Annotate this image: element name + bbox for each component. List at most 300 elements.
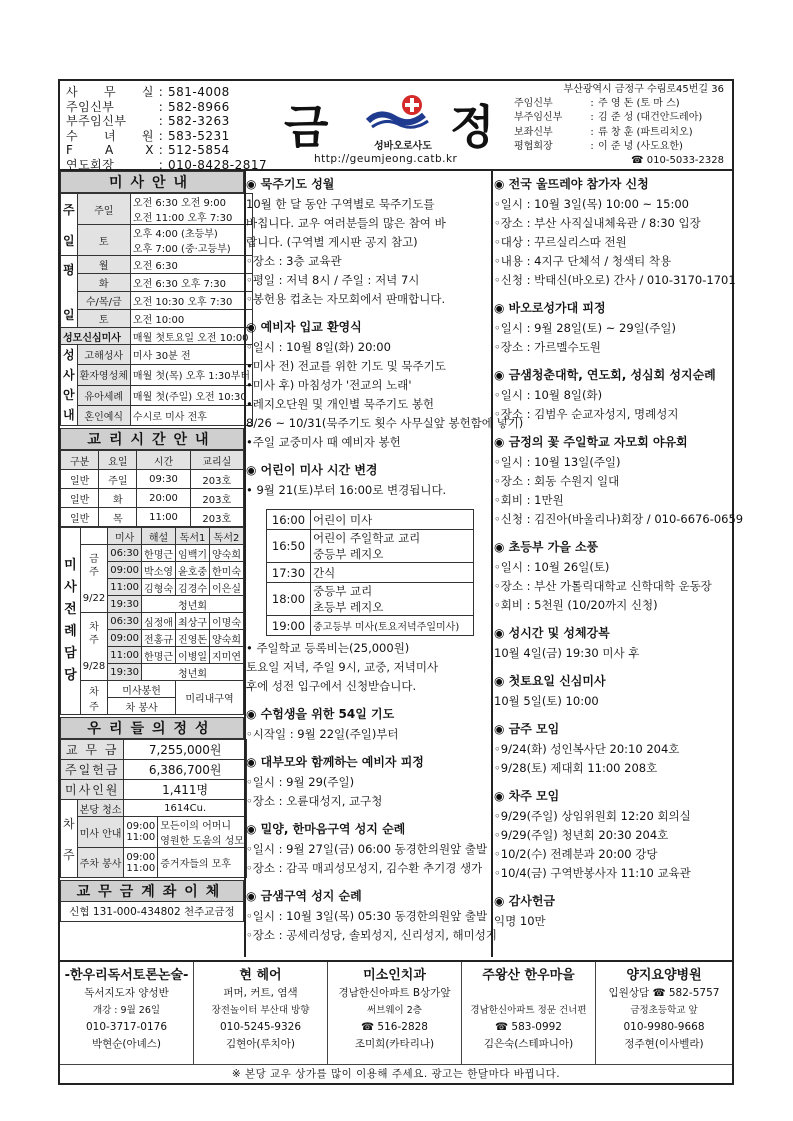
contact-value: 010-8428-2817 — [168, 157, 268, 172]
bulletin-header — [60, 81, 732, 171]
notice-line: ◦9/24(화) 성인복사단 20:10 204호 — [494, 742, 680, 756]
ministry-side: 미 사 전 례 담 당 — [61, 528, 81, 715]
notice-heading: ◉ 전국 울뜨레야 참가자 신청 — [494, 177, 649, 191]
notice-line: 후에 성전 입구에서 신청받습니다. — [246, 679, 417, 693]
title-left: 금 — [284, 100, 329, 154]
ad-line: 경남한신아파트 정문 건너편 — [470, 1005, 587, 1016]
ministry-cell: 한미숙 — [210, 562, 244, 579]
notice-item — [494, 624, 734, 663]
notice-line: •미사 전) 전교를 위한 기도 및 묵주기도 — [246, 359, 446, 373]
ministry-cell: 최상구 — [176, 613, 210, 630]
catechism-cell: 목 — [99, 508, 137, 527]
notice-item — [246, 820, 490, 878]
offering-row — [61, 817, 247, 848]
catechism-cell: 09:30 — [137, 470, 190, 489]
mass-day: 월 — [77, 256, 130, 274]
kids-row — [267, 510, 474, 530]
right-column — [494, 175, 744, 940]
ad-name: 주왕산 한우마을 — [482, 968, 575, 983]
catechism-cell: 203호 — [190, 470, 243, 489]
notice-item — [246, 887, 497, 945]
ministry-cell: 미사봉헌 — [108, 681, 176, 698]
notice-item — [246, 639, 490, 696]
notice-line: ◦일시 : 10월 8일(화) 20:00 — [246, 340, 391, 354]
kids-mass-table — [266, 509, 474, 636]
notice-line: • 주일학교 등록비는(25,000원) — [246, 641, 410, 655]
ministry-cell: 심정애 — [142, 613, 176, 630]
ad-line: 장전놀이터 부산대 방향 — [211, 1005, 310, 1016]
notice-item — [494, 366, 734, 424]
sacrament-row — [61, 405, 253, 425]
offering-row — [61, 760, 247, 780]
ministry-cell: 윤호중 — [176, 562, 210, 579]
ad-name: -한우리독서토론논술- — [64, 968, 189, 983]
notice-heading: ◉ 초등부 가을 소풍 — [494, 540, 599, 554]
catechism-cell: 20:00 — [137, 489, 190, 508]
ad-contact: 김현아(루치아) — [225, 1038, 296, 1050]
ministry-cell: 이명숙 — [210, 613, 244, 630]
ministry-corner — [80, 528, 107, 545]
parish-name: 성바오로사도 — [374, 141, 432, 152]
notice-line: ◦일시 : 10월 3일(목) 10:00 ~ 15:00 — [494, 197, 689, 211]
ad-phone: 010-5245-9326 — [219, 1021, 302, 1033]
contact-label: 사 무 실 — [66, 85, 154, 99]
offering-row — [61, 848, 247, 878]
mass-day: 토 — [77, 225, 130, 256]
notice-heading: ◉ 어린이 미사 시간 변경 — [246, 463, 378, 477]
notice-line: 10월 5일(토) 10:00 — [494, 694, 599, 708]
ad-subtitle: 입원상담 ☎ 582-5757 — [608, 987, 720, 999]
ad-name: 양지요양병원 — [626, 968, 702, 983]
catechism-row — [61, 508, 244, 527]
ad-box — [462, 962, 596, 1064]
mass-group: 주 일 — [61, 194, 78, 256]
offering-row — [61, 800, 247, 817]
kids-row — [267, 530, 474, 563]
notice-line: ◦장소 : 3층 교육관 — [246, 254, 342, 268]
notice-line: ◦10/2(수) 전례분과 20:00 강당 — [494, 847, 658, 861]
offering-value: 7,255,000원 — [124, 740, 246, 760]
account-text: 신협 131-000-434802 천주교금정 — [60, 902, 244, 922]
notice-item — [246, 753, 490, 811]
catechism-cell: 화 — [99, 489, 137, 508]
catechism-head — [61, 451, 244, 470]
notice-line: ◦신청 : 박태신(바오로) 간사 / 010-3170-1701 — [494, 273, 736, 287]
notice-line: ◦평일 : 저녁 8시 / 주일 : 저녁 7시 — [246, 273, 420, 287]
contact-label: 연도회장 — [66, 157, 115, 172]
ad-line: 써브웨이 2층 — [367, 1005, 422, 1016]
masthead — [278, 87, 518, 171]
notice-line: ◦일시 : 9월 27일(금) 06:00 동경한의원앞 출발 — [246, 842, 488, 856]
notice-heading: ◉ 차주 모임 — [494, 789, 560, 803]
kids-time: 16:50 — [267, 530, 311, 563]
ministry-cell: 박소영 — [142, 562, 176, 579]
mass-row — [61, 310, 253, 328]
catechism-cell: 주일 — [99, 470, 137, 489]
sacrament-name: 혼인예식 — [77, 405, 130, 425]
ministry-cell: 차 봉사 — [108, 698, 176, 715]
ministry-cell: 11:00 — [108, 579, 142, 596]
parking-label: 주차 봉사 — [77, 848, 124, 878]
notice-line: ◦일시 : 10월 8일(화) — [494, 388, 603, 402]
mass-time: 오전 6:30 오후 7:30 — [130, 274, 252, 292]
sacrament-time: 미사 30분 전 — [130, 345, 252, 365]
notice-line: 10월 한 달 동안 구역별로 묵주기도를 — [246, 197, 435, 211]
mass-title: 미사안내 — [60, 171, 244, 193]
ministry-header: 독서2 — [210, 528, 244, 545]
ministry-cell: 이은실 — [210, 579, 244, 596]
ministry-row — [61, 545, 244, 562]
clergy-role: 부주임신부 — [514, 112, 563, 124]
clergy-name: 류 창 훈 (파트리치오) — [598, 126, 693, 138]
mass-row — [61, 256, 253, 274]
notice-heading: ◉ 수험생을 위한 54일 기도 — [246, 707, 395, 721]
ads-notice: ※ 본당 교우 상가를 많이 이용해 주세요. 광고는 한달마다 바뀝니다. — [60, 1064, 732, 1083]
account-title: 교무금계좌이체 — [60, 880, 244, 902]
sacrament-name: 유아세례 — [77, 385, 130, 405]
mass-time: 오전 10:30 오후 7:30 — [130, 292, 252, 310]
sacrament-name: 고해성사 — [77, 345, 130, 365]
intent-label: 미사 안내 — [77, 817, 124, 848]
ministry-table — [60, 527, 244, 715]
notice-item — [494, 892, 734, 931]
council-phone: ☎ 010-5033-2328 — [631, 155, 724, 167]
offering-table — [60, 739, 247, 878]
ads-strip — [60, 960, 732, 1064]
notice-line: ◦일시 : 10월 26일(토) — [494, 560, 610, 574]
sacrament-time: 매월 첫(주일) 오전 10:30 — [130, 385, 252, 405]
notice-line: ◦장소 : 공세리성당, 솔뫼성지, 신리성지, 해미성지 — [246, 928, 497, 942]
sacrament-row — [61, 365, 253, 385]
clergy-row: 평협회장 : 이 준 녕 (사도요한) — [514, 140, 724, 154]
catechism-cell: 203호 — [190, 489, 243, 508]
clergy-row: 주임신부 : 주 영 돈 (토 마 스) — [514, 97, 724, 111]
contact-label: 주임신부 — [66, 99, 115, 114]
offering-row — [61, 780, 247, 800]
notice-line: ◦일시 : 9월 29(주일) — [246, 775, 355, 789]
ministry-cell: 19:30 — [108, 596, 142, 613]
parish-logo-icon — [366, 93, 434, 133]
notice-line: ◦장소 : 오륜대성지, 교구청 — [246, 794, 383, 808]
ad-phone: ☎ 583-0992 — [495, 1021, 562, 1033]
contact-row: 주임신부 : 582-8966 — [66, 99, 230, 114]
ad-line: 금정초등학교 앞 — [630, 1005, 698, 1016]
clergy-role: 평협회장 — [514, 140, 553, 152]
mass-time: 오전 6:30 오전 9:00 오전 11:00 오후 7:30 — [130, 194, 252, 225]
notice-line: ◦장소 : 회동 수원지 일대 — [494, 474, 620, 488]
notice-heading: ◉ 밀양, 한마음구역 성지 순례 — [246, 822, 406, 836]
ad-subtitle: 경남한신아파트 B상가앞 — [338, 987, 451, 999]
ad-contact: 조미희(카타리나) — [354, 1038, 435, 1050]
notice-line: ◦장소 : 김범우 순교자성지, 명례성지 — [494, 407, 679, 421]
notice-line: ◦내용 : 4지구 단체석 / 청색티 착용 — [494, 254, 672, 268]
mass-time: 오전 10:00 — [130, 310, 252, 328]
kids-time: 17:30 — [267, 563, 311, 583]
ministry-header: 독서1 — [176, 528, 210, 545]
catechism-cell: 일반 — [61, 470, 99, 489]
notice-line: 익명 10만 — [494, 914, 546, 928]
ministry-week: 차 주 9/28 — [80, 613, 107, 681]
contact-value: 582-8966 — [168, 99, 230, 114]
ad-line: 개강 : 9월 26일 — [92, 1005, 161, 1016]
offering-row — [61, 740, 247, 760]
mass-row — [61, 194, 253, 225]
kids-program: 중등부 교리 초등부 레지오 — [311, 583, 474, 616]
kids-program: 어린이 미사 — [311, 510, 474, 530]
ad-name: 미소인치과 — [363, 968, 426, 983]
notice-heading: ◉ 감사헌금 — [494, 894, 556, 908]
ministry-cell: 양숙희 — [210, 630, 244, 647]
notice-line: 바칩니다. 교우 여러분들의 많은 참여 바 — [246, 216, 446, 230]
ministry-cell: 06:30 — [108, 613, 142, 630]
ad-contact: 박현순(아녜스) — [91, 1038, 162, 1050]
ministry-cell: 한명근 — [142, 647, 176, 664]
ministry-cell: 전홍규 — [142, 630, 176, 647]
ministry-row — [61, 681, 244, 698]
notice-line: 10월 4일(금) 19:30 미사 후 — [494, 646, 640, 660]
contact-value: 583-5231 — [168, 128, 230, 143]
ad-contact: 김은숙(스테파니아) — [483, 1038, 574, 1050]
mass-row — [61, 274, 253, 292]
parking-times: 09:00 11:00 — [124, 848, 158, 878]
ministry-header: 미사 — [108, 528, 142, 545]
kids-program: 간식 — [311, 563, 474, 583]
notice-line: ◦일시 : 9월 28일(토) ~ 29일(주일) — [494, 321, 676, 335]
mass-time: 오후 4:00 (초등부) 오후 7:00 (중·고등부) — [130, 225, 252, 256]
mass-row — [61, 225, 253, 256]
offering-title: 우리들의정성 — [60, 717, 244, 739]
ministry-week: 금 주 9/22 — [80, 545, 107, 613]
catechism-cell: 일반 — [61, 508, 99, 527]
notice-item — [494, 720, 734, 778]
notice-heading: ◉ 대부모와 함께하는 예비자 피정 — [246, 755, 424, 769]
catechism-header: 교리실 — [190, 451, 243, 470]
contact-row: 부주임신부 : 582-3263 — [66, 114, 230, 128]
catechism-header: 요일 — [99, 451, 137, 470]
holy-mass-label: 성모신심미사 — [61, 328, 131, 345]
catechism-row — [61, 470, 244, 489]
notice-heading: ◉ 묵주기도 성월 — [246, 177, 335, 191]
ad-subtitle: 독서지도자 양성반 — [84, 987, 169, 999]
ministry-cell: 06:30 — [108, 545, 142, 562]
notice-line: •레지오단원 및 개인별 묵주기도 봉헌 — [246, 397, 435, 411]
notice-heading: ◉ 예비자 입교 환영식 — [246, 320, 362, 334]
ministry-cell: 09:00 — [108, 562, 142, 579]
offering-label: 주일헌금 — [61, 760, 124, 780]
clergy-name: 김 준 성 (대건안드레아) — [598, 112, 703, 124]
title-right: 정 — [450, 100, 495, 154]
notice-heading: ◉ 바오로성가대 피정 — [494, 301, 606, 315]
ministry-week: 차 주 — [80, 681, 107, 715]
sacrament-row — [61, 345, 253, 365]
mass-group: 평 일 — [61, 256, 78, 328]
offering-label: 교 무 금 — [61, 740, 124, 760]
clergy-row: 부주임신부 : 김 준 성 (대건안드레아) — [514, 111, 724, 125]
notice-line: ◦9/29(주일) 청년회 20:30 204호 — [494, 828, 669, 842]
notice-line: •주일 교중미사 때 예비자 봉헌 — [246, 435, 401, 449]
mass-day: 토 — [77, 310, 130, 328]
sacrament-row — [61, 385, 253, 405]
notice-line: ◦봉헌용 컵초는 자모회에서 판매합니다. — [246, 292, 446, 306]
ad-box — [60, 962, 194, 1064]
ministry-cell: 청년회 — [142, 664, 244, 681]
cleaning-label: 본당 청소 — [77, 800, 124, 817]
catechism-cell: 203호 — [190, 508, 243, 527]
sacrament-time: 매월 첫(목) 오후 1:30부터 — [130, 365, 252, 385]
notice-heading: ◉ 금정의 꽃 주일학교 자모회 야유회 — [494, 435, 688, 449]
offering-label: 미사인원 — [61, 780, 124, 800]
notice-line: ◦회비 : 1만원 — [494, 493, 564, 507]
notice-line: ◦신청 : 김진아(바울리나)회장 / 010-6676-0659 — [494, 512, 744, 526]
ad-name: 현 헤어 — [239, 968, 282, 983]
mass-schedule-table — [60, 193, 253, 426]
ministry-cell: 임백기 — [176, 545, 210, 562]
notice-line: 랍니다. (구역별 게시판 공지 참고) — [246, 235, 418, 249]
contact-value: 582-3263 — [168, 114, 230, 128]
notice-heading: ◉ 성시간 및 성체강복 — [494, 626, 610, 640]
kids-row — [267, 616, 474, 636]
sacrament-name: 환자영성체 — [77, 365, 130, 385]
ministry-row — [61, 613, 244, 630]
left-column — [60, 171, 250, 922]
notice-heading: ◉ 금샘구역 성지 순례 — [246, 889, 362, 903]
catechism-title: 교리시간안내 — [60, 428, 244, 450]
notice-line: ◦시작일 : 9월 22일(주일)부터 — [246, 727, 399, 741]
intent-times: 09:00 11:00 — [124, 817, 158, 848]
ministry-head — [61, 528, 244, 545]
notice-line: ◦9/29(주일) 상임위원회 12:20 회의실 — [494, 809, 691, 823]
notice-line: ◦장소 : 부산 가톨릭대학교 신학대학 운동장 — [494, 579, 712, 593]
kids-time: 19:00 — [267, 616, 311, 636]
ministry-cell: 한명근 — [142, 545, 176, 562]
mass-day: 주일 — [77, 194, 130, 225]
contact-value: 512-5854 — [168, 143, 230, 157]
notice-item — [494, 433, 744, 529]
notice-line: ◦10/4(금) 구역반봉사자 11:10 교육관 — [494, 866, 691, 880]
contact-label: F A X — [66, 143, 154, 157]
notice-line: 토요일 저녁, 주일 9시, 교중, 저녁미사 — [246, 660, 439, 674]
ministry-cell: 김형숙 — [142, 579, 176, 596]
kids-time: 16:00 — [267, 510, 311, 530]
ad-phone: 010-3717-0176 — [85, 1021, 168, 1033]
sacrament-time: 수시로 미사 전후 — [130, 405, 252, 425]
ministry-cell: 김경수 — [176, 579, 210, 596]
ministry-cell: 이병일 — [176, 647, 210, 664]
mass-day: 수/목/금 — [77, 292, 130, 310]
notice-item — [246, 461, 490, 500]
clergy-row: 보좌신부 : 류 창 훈 (파트리치오) — [514, 126, 724, 140]
kids-time: 18:00 — [267, 583, 311, 616]
cleaning-value: 1614Cu. — [124, 800, 246, 817]
catechism-header: 구분 — [61, 451, 99, 470]
mass-day: 화 — [77, 274, 130, 292]
address: 부산광역시 금정구 수림로45번길 36 — [563, 84, 724, 95]
notice-item — [494, 538, 734, 615]
kids-program: 어린이 주일학교 교리 중등부 레지오 — [311, 530, 474, 563]
ad-box — [194, 962, 328, 1064]
catechism-table — [60, 450, 244, 527]
contact-value: 581-4008 — [168, 85, 230, 99]
catechism-header: 시간 — [137, 451, 190, 470]
contact-row: 수 녀 원 : 583-5231 — [66, 128, 230, 143]
mass-time: 오전 6:30 — [130, 256, 252, 274]
parking-value: 증거자들의 모후 — [158, 848, 247, 878]
notice-item — [494, 299, 734, 357]
contact-row: 연도회장 : 010-8428-2817 — [66, 157, 268, 172]
ministry-cell: 진영돈 — [176, 630, 210, 647]
notice-line: ◦장소 : 감곡 매괴성모성지, 김수환 추기경 생가 — [246, 861, 483, 875]
clergy-list — [514, 83, 724, 168]
notice-line: • 9월 21(토)부터 16:00로 변경됩니다. — [246, 483, 447, 497]
contact-label: 부주임신부 — [66, 114, 127, 128]
notice-line: ◦회비 : 5천원 (10/20까지 신청) — [494, 598, 658, 612]
offering-value: 6,386,700원 — [124, 760, 246, 780]
ministry-header: 해설 — [142, 528, 176, 545]
notice-line: ◦장소 : 가르멜수도원 — [494, 340, 601, 354]
ministry-cell: 09:00 — [108, 630, 142, 647]
clergy-role: 보좌신부 — [514, 126, 553, 138]
contact-list — [66, 85, 276, 172]
ministry-cell: 미리내구역 — [176, 681, 244, 715]
notice-item — [494, 787, 734, 883]
ministry-cell: 19:30 — [108, 664, 142, 681]
notice-item — [494, 672, 734, 711]
notice-line: 8/26 ~ 10/31(묵주기도 횟수 사무실앞 봉헌함에 넣기) — [246, 416, 524, 430]
ad-phone: 010-9980-9668 — [623, 1021, 705, 1033]
notice-line: ◦일시 : 10월 13일(주일) — [494, 455, 621, 469]
kids-row — [267, 583, 474, 616]
notice-line: •미사 후) 마침성가 '전교의 노래' — [246, 378, 412, 392]
holy-mass-time: 매월 첫토요일 오전 10:00 — [130, 328, 252, 345]
mass-row — [61, 328, 253, 345]
notice-item — [494, 175, 734, 290]
kids-program: 중고등부 미사(토요저녁주일미사) — [311, 616, 474, 636]
contact-label: 수 녀 원 — [66, 128, 154, 143]
ad-phone: ☎ 516-2828 — [361, 1021, 428, 1033]
notice-heading: ◉ 금주 모임 — [494, 722, 560, 736]
offering-value: 1,411명 — [124, 780, 246, 800]
ministry-cell: 지미연 — [210, 647, 244, 664]
notice-heading: ◉ 첫토요일 신심미사 — [494, 674, 606, 688]
offering-side: 차 주 — [61, 800, 78, 878]
notice-item — [246, 318, 524, 452]
clergy-role: 주임신부 — [514, 98, 553, 110]
clergy-name: 이 준 녕 (사도요한) — [598, 140, 683, 152]
website-url[interactable]: http://geumjeong.catb.kr — [314, 153, 458, 165]
ad-box — [328, 962, 462, 1064]
catechism-row — [61, 489, 244, 508]
ad-contact: 정주현(이사벨라) — [624, 1038, 704, 1050]
contact-row: 사 무 실 : 581-4008 — [66, 85, 230, 99]
ad-subtitle — [462, 985, 595, 1002]
notice-line: ◦장소 : 부산 사직실내체육관 / 8:30 입장 — [494, 216, 701, 230]
notice-line: ◦일시 : 10월 3일(목) 05:30 동경한의원앞 출발 — [246, 909, 488, 923]
catechism-cell: 일반 — [61, 489, 99, 508]
ministry-cell: 11:00 — [108, 647, 142, 664]
ministry-cell: 청년회 — [142, 596, 244, 613]
mass-row — [61, 292, 253, 310]
notice-heading: ◉ 금샘청춘대학, 연도회, 성심회 성지순례 — [494, 368, 716, 382]
kids-row — [267, 563, 474, 583]
contact-row: F A X : 512-5854 — [66, 143, 230, 157]
sacrament-side: 성 사 안 내 — [61, 345, 78, 426]
notice-item — [246, 705, 490, 744]
ad-box — [596, 962, 732, 1064]
catechism-cell: 11:00 — [137, 508, 190, 527]
notice-line: ◦9/28(토) 제대회 11:00 208호 — [494, 761, 658, 775]
ministry-cell: 양숙희 — [210, 545, 244, 562]
divider — [491, 171, 493, 957]
